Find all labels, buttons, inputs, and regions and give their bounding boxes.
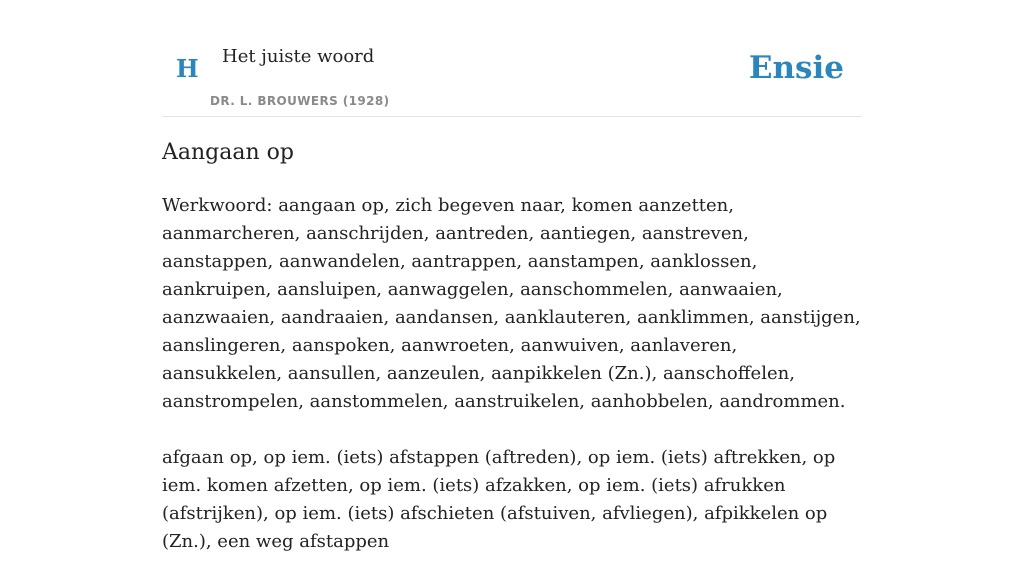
entry-body — [162, 192, 862, 584]
entry-title: Aangaan op — [162, 140, 294, 165]
entry-paragraph: afgaan op, op iem. (iets) afstappen (aftreden), op iem. (iets) aftrekken, op iem. komen afzetten, op iem. (iets) afzakken, op iem. (iets) afrukken (afstrijken), op iem. (iets) afschieten (afstuiven, afvliegen), afpikkelen op (Zn.), een weg afstappen — [162, 447, 836, 552]
book-header — [162, 0, 862, 117]
book-author: DR. L. BROUWERS (1928) — [210, 94, 390, 108]
book-logo-icon[interactable]: H — [176, 54, 199, 83]
book-title-link[interactable]: Het juiste woord — [222, 46, 375, 67]
entry-paragraph: Werkwoord: aangaan op, zich begeven naar, komen aanzetten, aanmarcheren, aanschrijden, aantreden, aantiegen, aanstreven, aanstappen, aanwandelen, aantrappen, aanstampen, aanklossen, aankruipen, aansluipen, aanwaggelen, aanschommelen, aanwaaien, aanzwaaien, aandraaien, aandansen, aanklauteren, aanklimmen, aanstijgen, aanslingeren, aanspoken, aanwroeten, aanwuiven, aanlaveren, aansukkelen, aansullen, aanzeulen, aanpikkelen (Zn.), aanschoffelen, aanstrompelen, aanstommelen, aanstruikelen, aanhobbelen, aandrommen. — [162, 195, 861, 412]
ensie-logo-link[interactable]: Ensie — [748, 50, 844, 86]
